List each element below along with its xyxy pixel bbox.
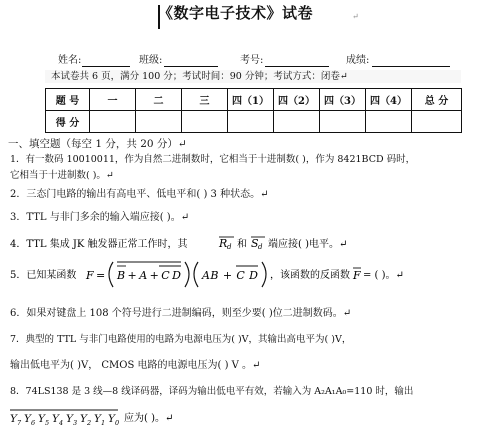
output-y4-sub: 4 bbox=[59, 419, 64, 427]
class-blank bbox=[164, 66, 218, 67]
term-2: AB + C D bbox=[202, 269, 258, 282]
question-1-line-1: 1．有一数码 10010011，作为自然二进制数时，它相当于十进制数( )，作为 8421BCD 码时， bbox=[10, 154, 416, 165]
col-header-4-2: 四（2） bbox=[274, 89, 320, 111]
question-7-line-2: 输出低电平为( )V， CMOS 电路的电源电压为( ) V 。↵ bbox=[10, 360, 261, 371]
question-3: 3．TTL 与非门多余的输入端应接( )。↵ bbox=[10, 212, 190, 223]
question-5-prefix: 5．已知某函数 bbox=[10, 270, 77, 281]
score-blank bbox=[372, 66, 450, 67]
question-2: 2．三态门电路的输出有高电平、低电平和( ) 3 种状态。↵ bbox=[10, 189, 269, 200]
question-7-line-1: 7．典型的 TTL 与非门电路使用的电路为电源电压为( )V，其输出高电平为( )V， bbox=[10, 334, 352, 345]
question-1-line-2: 它相当于十进制数( )。↵ bbox=[10, 170, 114, 181]
rd-symbol: R bbox=[219, 237, 228, 250]
paren-right-1 bbox=[185, 262, 189, 287]
output-y3: Y bbox=[66, 413, 73, 425]
sd-subscript: d bbox=[258, 243, 263, 251]
output-y4: Y bbox=[52, 413, 59, 425]
page-title: 《数字电子技术》试卷 bbox=[158, 4, 314, 22]
class-label: 班级: bbox=[139, 55, 163, 66]
paren-right-2 bbox=[262, 262, 266, 287]
question-5 bbox=[0, 256, 502, 292]
question-5-middle: ，该函数的反函数 bbox=[270, 270, 350, 281]
col-header-4-3: 四（3） bbox=[320, 89, 366, 111]
question-5-suffix: = ( )。↵ bbox=[363, 270, 404, 281]
score-table-score-row bbox=[46, 111, 462, 133]
score-table-header-row bbox=[46, 89, 462, 111]
paragraph-mark: ↵ bbox=[352, 12, 359, 21]
row-label-score: 得 分 bbox=[46, 111, 90, 133]
inverse-function-symbol: F bbox=[353, 269, 361, 282]
col-header-4-4: 四（4） bbox=[366, 89, 412, 111]
score-label: 成绩: bbox=[346, 55, 370, 66]
output-y6: Y bbox=[24, 413, 31, 425]
rd-subscript: d bbox=[227, 243, 232, 251]
question-4-and: 和 bbox=[237, 239, 247, 250]
term-1: B + A + C D bbox=[117, 269, 181, 282]
output-y6-sub: 6 bbox=[31, 419, 36, 427]
section-heading-fill-in: 一、填空题（每空 1 分，共 20 分）↵ bbox=[8, 138, 187, 150]
output-y2: Y bbox=[80, 413, 87, 425]
col-header-2: 二 bbox=[136, 89, 182, 111]
output-y5: Y bbox=[38, 413, 45, 425]
equals-sign: = bbox=[96, 269, 106, 282]
paren-left-1 bbox=[109, 262, 113, 287]
score-cell[interactable] bbox=[136, 111, 182, 133]
question-4-suffix: 端应接( )电平。↵ bbox=[268, 239, 348, 250]
id-label: 考号: bbox=[240, 55, 264, 66]
output-y1-sub: 1 bbox=[101, 419, 106, 427]
score-cell[interactable] bbox=[320, 111, 366, 133]
question-6: 6．如果对键盘上 108 个符号进行二进制编码，则至少要( )位二进制数码。↵ bbox=[10, 308, 352, 319]
score-cell[interactable] bbox=[412, 111, 462, 133]
decoder-outputs bbox=[10, 413, 119, 427]
row-label-question: 题 号 bbox=[46, 89, 90, 111]
output-y2-sub: 2 bbox=[87, 419, 92, 427]
col-header-4-1: 四（1） bbox=[228, 89, 274, 111]
score-table bbox=[45, 88, 462, 133]
output-y7: Y bbox=[10, 413, 17, 425]
id-blank bbox=[265, 66, 329, 67]
paren-left-2 bbox=[194, 262, 198, 287]
col-header-total: 总 分 bbox=[412, 89, 462, 111]
output-y0-sub: 0 bbox=[115, 419, 120, 427]
name-blank bbox=[82, 66, 130, 67]
output-y7-sub: 7 bbox=[17, 419, 22, 427]
exam-info: 本试卷共 6 页，满分 100 分；考试时间：90 分钟；考试方式：闭卷↵ bbox=[51, 71, 348, 82]
question-4-prefix: 4．TTL 集成 JK 触发器正常工作时，其 bbox=[10, 239, 188, 250]
output-y1: Y bbox=[94, 413, 101, 425]
question-8-line-1: 8．74LS138 是 3 线—8 线译码器，译码为输出低电平有效，若输入为 A₂A₁A₀=110 时，输出 bbox=[10, 386, 414, 397]
output-y5-sub: 5 bbox=[45, 419, 50, 427]
question-4 bbox=[0, 232, 502, 252]
sd-symbol: S bbox=[251, 237, 259, 250]
score-cell[interactable] bbox=[228, 111, 274, 133]
score-cell[interactable] bbox=[274, 111, 320, 133]
question-8-suffix: 应为( )。↵ bbox=[124, 413, 174, 424]
question-8-line-2 bbox=[0, 404, 502, 428]
output-y3-sub: 3 bbox=[73, 419, 78, 427]
col-header-3: 三 bbox=[182, 89, 228, 111]
score-cell[interactable] bbox=[366, 111, 412, 133]
function-symbol-F: F bbox=[86, 269, 94, 282]
score-cell[interactable] bbox=[182, 111, 228, 133]
name-label: 姓名: bbox=[58, 55, 82, 66]
col-header-1: 一 bbox=[90, 89, 136, 111]
score-cell[interactable] bbox=[90, 111, 136, 133]
output-y0: Y bbox=[108, 413, 115, 425]
